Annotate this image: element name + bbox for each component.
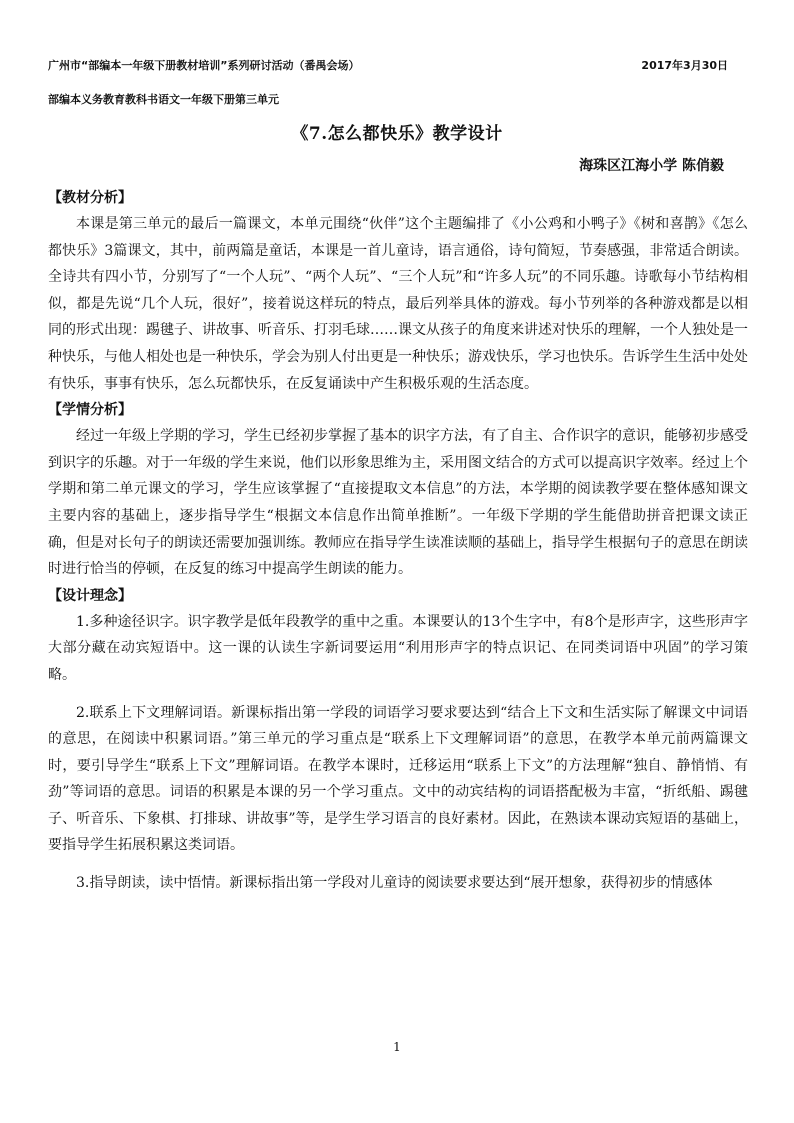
student-analysis-paragraph: 经过一年级上学期的学习，学生已经初步掌握了基本的识字方法，有了自主、合作识字的意识，能够初步感受到识字的乐趣。对于一年级的学生来说，他们以形象思维为主，采用图文结合的方式可以提高识字效率。经过上个学期和第二单元课文的学习，学生应该掌握了“直接提取文本信息”的方法，本学期的阅读教学要在整体感知课文主要内容的基础上，逐步指导学生“根据文本信息作出简单推断”。一年级下学期的学生能借助拼音把课文读正确，但是对长句子的朗读还需要加强训练。教师应在指导学生读准读顺的基础上，指导学生根据句子的意思在朗读时进行恰当的停顿，在反复的练习中提高学生朗读的能力。 <box>48 428 748 578</box>
page-number: 1 <box>393 1040 401 1054</box>
event-name: 广州市“部编本一年级下册教材培训”系列研讨活动（番禺会场） <box>48 59 360 72</box>
document-body <box>48 185 748 897</box>
author-line: 海珠区江海小学 陈俏毅 <box>579 158 724 174</box>
design-concept-paragraph-3: 3.指导朗读，读中悟情。新课标指出第一学段对儿童诗的阅读要求要达到“展开想象，获得初步的情感体 <box>76 875 713 892</box>
document-title: 《7.怎么都快乐》教学设计 <box>291 124 503 144</box>
textbook-analysis-paragraph: 本课是第三单元的最后一篇课文，本单元围绕“伙伴”这个主题编排了《小公鸡和小鸭子》《树和喜鹊》《怎么都快乐》3篇课文，其中，前两篇是童话，本课是一首儿童诗，语言通俗，诗句简短，节奏感强，非常适合朗读。全诗共有四小节，分别写了“一个人玩”、“两个人玩”、“三个人玩”和“许多人玩”的不同乐趣。诗歌每小节结构相似，都是先说“几个人玩，很好”，接着说这样玩的特点，最后列举具体的游戏。每小节列举的各种游戏都是以相同的形式出现：踢毽子、讲故事、听音乐、打羽毛球……课文从孩子的角度来讲述对快乐的理解，一个人独处是一种快乐，与他人相处也是一种快乐，学会为别人付出更是一种快乐；游戏快乐，学习也快乐。告诉学生生活中处处有快乐，事事有快乐，怎么玩都快乐，在反复诵读中产生积极乐观的生活态度。 <box>48 216 748 392</box>
design-concept-paragraph-2: 2.联系上下文理解词语。新课标指出第一学段的词语学习要求要达到“结合上下文和生活实际了解课文中词语的意思，在阅读中积累词语。”第三单元的学习重点是“联系上下文理解词语”的意思，在教学本单元前两篇课文时，要引导学生“联系上下文”理解词语。在教学本课时，迁移运用“联系上下文”的方法理解“独自、静悄悄、有劲”等词语的意思。词语的积累是本课的另一个学习重点。文中的动宾结构的词语搭配极为丰富，“折纸船、踢毽子、听音乐、下象棋、打排球、讲故事”等，是学生学习语言的良好素材。因此，在熟读本课动宾短语的基础上，要指导学生拓展积累这类词语。 <box>48 704 748 854</box>
unit-subtitle: 部编本义务教育教科书语文一年级下册第三单元 <box>48 93 279 106</box>
section-heading-textbook-analysis: 【教材分析】 <box>48 190 132 206</box>
page-header <box>48 57 728 71</box>
section-heading-design-concept: 【设计理念】 <box>48 587 132 604</box>
section-heading-student-analysis: 【学情分析】 <box>48 402 132 419</box>
event-date: 2017年3月30日 <box>641 59 728 72</box>
design-concept-paragraph-1: 1.多种途径识字。识字教学是低年段教学的重中之重。本课要认的13个生字中，有8个是形声字，这些形声字大部分藏在动宾短语中。这一课的认读生字新词要运用“利用形声字的特点识记、在同类词语中巩固”的学习策略。 <box>48 613 748 683</box>
